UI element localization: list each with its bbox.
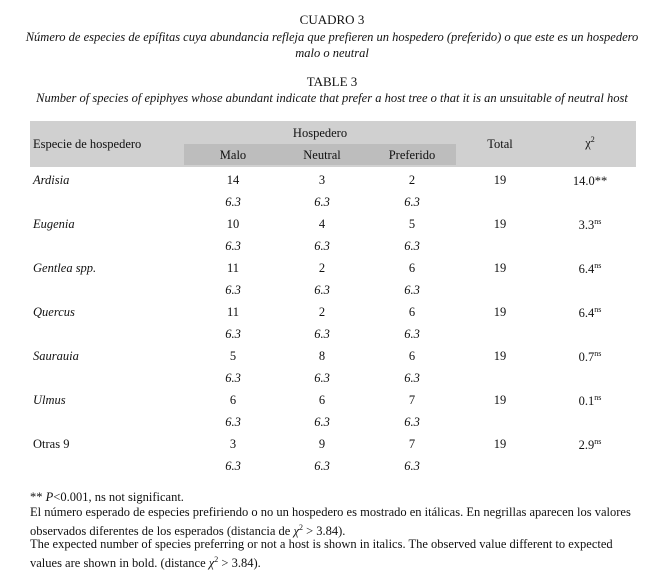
chi-square-value: $3.3^{ns}$ bbox=[578, 217, 602, 233]
observed-neutral: 8 bbox=[318, 349, 326, 363]
expected-preferido: 6.3 bbox=[404, 371, 420, 385]
expected-neutral: 6.3 bbox=[314, 371, 330, 385]
observed-neutral: 3 bbox=[318, 173, 326, 187]
species-name: Ulmus bbox=[33, 393, 66, 407]
expected-malo: 6.3 bbox=[225, 239, 241, 253]
observed-neutral: 9 bbox=[318, 437, 326, 451]
chi-square-value: $6.4^{ns}$ bbox=[578, 261, 602, 277]
observed-preferido: 5 bbox=[408, 217, 416, 231]
observed-preferido: 6 bbox=[408, 261, 416, 275]
expected-malo: 6.3 bbox=[225, 327, 241, 341]
expected-preferido: 6.3 bbox=[404, 239, 420, 253]
observed-malo: 6 bbox=[229, 393, 237, 407]
expected-preferido: 6.3 bbox=[404, 459, 420, 473]
cuadro-title: CUADRO 3 bbox=[299, 12, 365, 27]
expected-neutral: 6.3 bbox=[314, 239, 330, 253]
expected-preferido: 6.3 bbox=[404, 415, 420, 429]
species-name: Gentlea spp. bbox=[33, 261, 97, 275]
expected-malo: 6.3 bbox=[225, 195, 241, 209]
row-total: 19 bbox=[493, 349, 507, 363]
observed-preferido: 2 bbox=[408, 173, 416, 187]
expected-preferido: 6.3 bbox=[404, 195, 420, 209]
footnote-spanish: El número esperado de especies prefiriendo o no un hospedero es mostrado en itálicas. En negrillas aparecen los valores observados diferentes de los esperados (distancia de $\chi^2 > 3.84$). bbox=[30, 505, 631, 539]
footnote-significance: ** P<0.001, ns not significant. bbox=[30, 490, 184, 504]
row-total: 19 bbox=[493, 173, 507, 187]
expected-malo: 6.3 bbox=[225, 459, 241, 473]
species-name: Ardisia bbox=[33, 173, 70, 187]
species-name: Quercus bbox=[33, 305, 75, 319]
header-species: Especie de hospedero bbox=[33, 137, 142, 151]
chi-square-value: $0.7^{ns}$ bbox=[578, 349, 602, 365]
header-preferido: Preferido bbox=[388, 148, 436, 162]
expected-malo: 6.3 bbox=[225, 283, 241, 297]
row-total: 19 bbox=[493, 393, 507, 407]
observed-malo: 3 bbox=[229, 437, 237, 451]
row-total: 19 bbox=[493, 217, 507, 231]
observed-malo: 11 bbox=[226, 305, 240, 319]
observed-preferido: 7 bbox=[408, 393, 416, 407]
header-neutral: Neutral bbox=[303, 148, 341, 162]
species-name: Eugenia bbox=[33, 217, 75, 231]
observed-preferido: 6 bbox=[408, 349, 416, 363]
species-name: Saurauia bbox=[33, 349, 79, 363]
expected-preferido: 6.3 bbox=[404, 283, 420, 297]
table-title: TABLE 3 bbox=[306, 74, 358, 89]
species-name: Otras 9 bbox=[33, 437, 70, 451]
cuadro-subtitle: Número de especies de epífitas cuya abundancia refleja que prefieren un hospedero (preferido) o que este es un hospedero malo o neutral bbox=[25, 30, 639, 60]
observed-malo: 14 bbox=[226, 173, 240, 187]
header-total: Total bbox=[487, 137, 513, 151]
row-total: 19 bbox=[493, 261, 507, 275]
expected-malo: 6.3 bbox=[225, 371, 241, 385]
row-total: 19 bbox=[493, 305, 507, 319]
observed-neutral: 4 bbox=[318, 217, 326, 231]
row-total: 19 bbox=[493, 437, 507, 451]
observed-preferido: 7 bbox=[408, 437, 416, 451]
expected-neutral: 6.3 bbox=[314, 195, 330, 209]
expected-preferido: 6.3 bbox=[404, 327, 420, 341]
observed-neutral: 6 bbox=[318, 393, 326, 407]
table-subtitle: Number of species of epiphyes whose abundant indicate that prefer a host tree o that it is an unsuitable of neutral host bbox=[36, 91, 628, 105]
header-chi-square: $\chi^2$ bbox=[585, 135, 595, 151]
expected-malo: 6.3 bbox=[225, 415, 241, 429]
observed-malo: 10 bbox=[226, 217, 240, 231]
header-malo: Malo bbox=[219, 148, 247, 162]
expected-neutral: 6.3 bbox=[314, 283, 330, 297]
chi-square-value: $0.1^{ns}$ bbox=[578, 393, 602, 409]
chi-square-value: $2.9^{ns}$ bbox=[578, 437, 602, 453]
footnote-english: The expected number of species preferring or not a host is shown in italics. The observed value different to expected values are shown in bold. (distance $\chi^2 > 3.84$). bbox=[30, 537, 613, 571]
expected-neutral: 6.3 bbox=[314, 327, 330, 341]
chi-square-value: $6.4^{ns}$ bbox=[578, 305, 602, 321]
expected-neutral: 6.3 bbox=[314, 459, 330, 473]
observed-preferido: 6 bbox=[408, 305, 416, 319]
header-hospedero: Hospedero bbox=[292, 126, 348, 140]
observed-malo: 11 bbox=[226, 261, 240, 275]
chi-square-value: 14.0** bbox=[572, 174, 608, 189]
observed-neutral: 2 bbox=[318, 261, 326, 275]
expected-neutral: 6.3 bbox=[314, 415, 330, 429]
observed-neutral: 2 bbox=[318, 305, 326, 319]
observed-malo: 5 bbox=[229, 349, 237, 363]
